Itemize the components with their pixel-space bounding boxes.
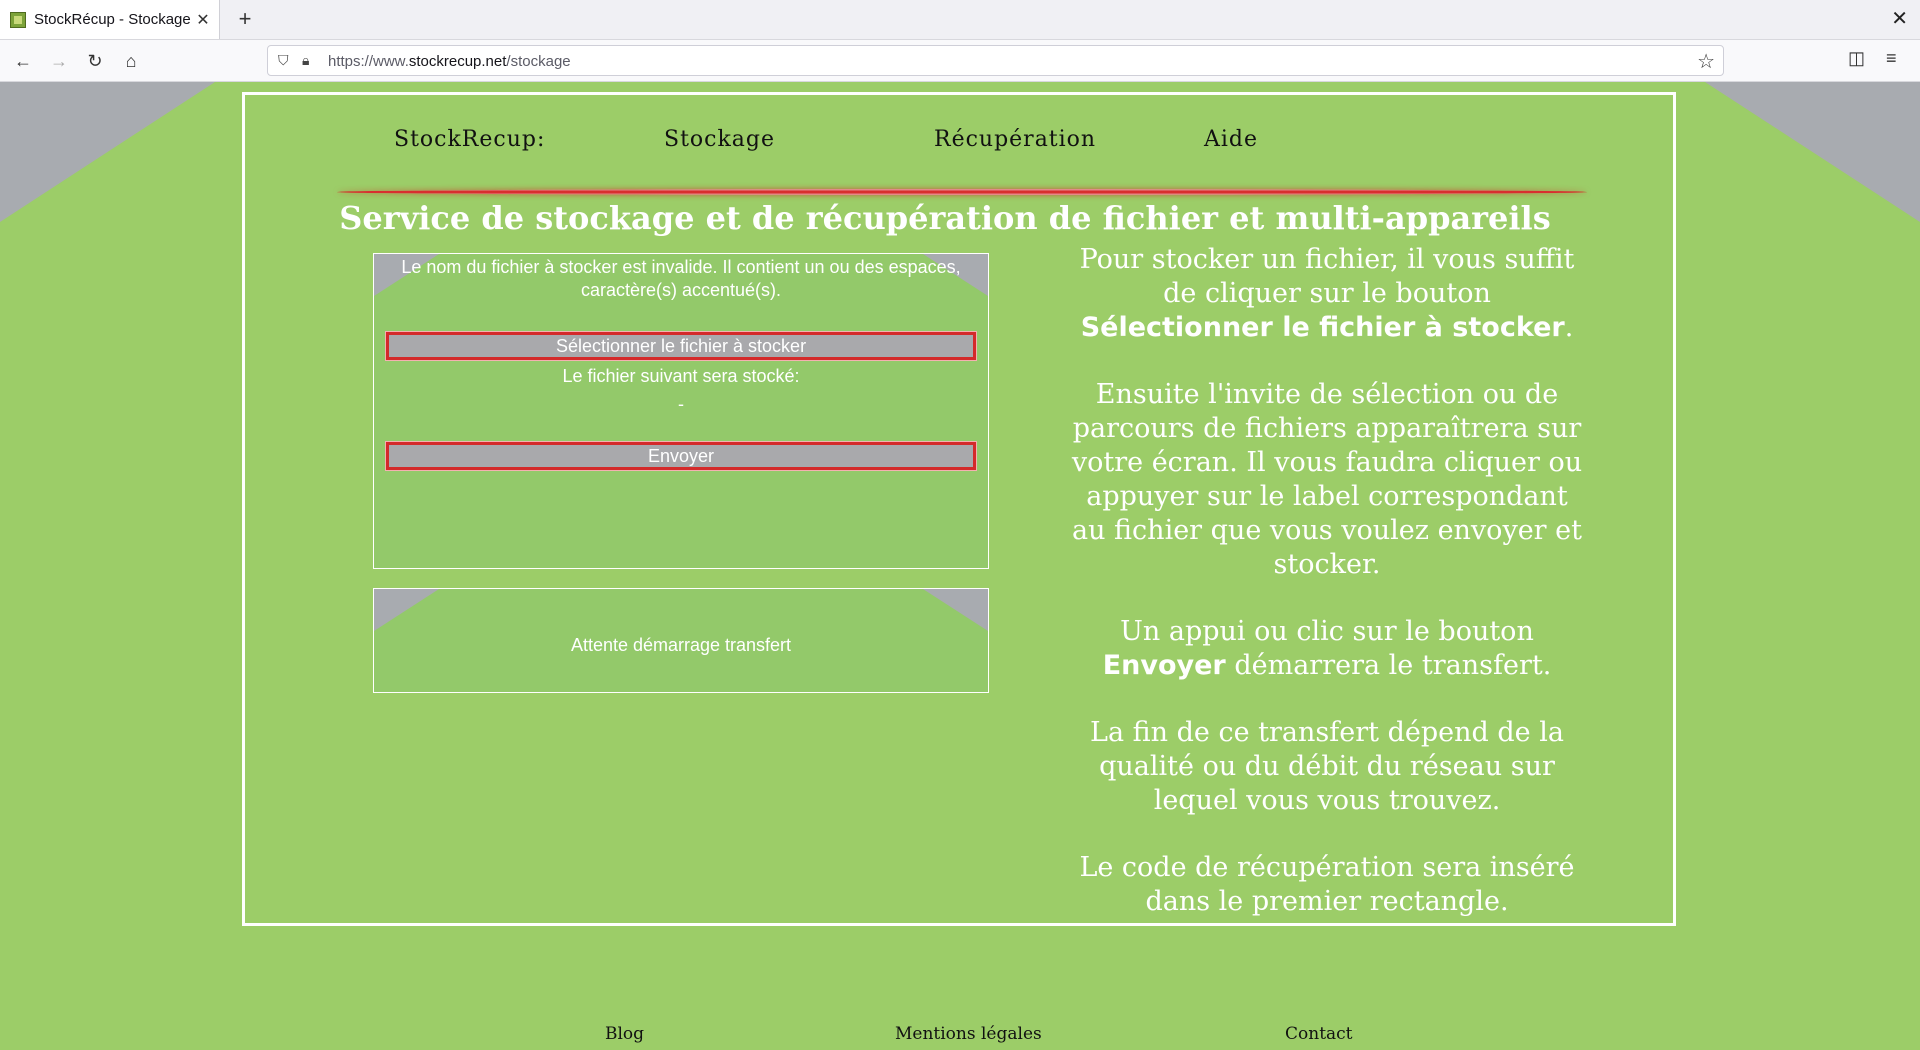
corner-decoration-left — [0, 82, 215, 222]
menu-item-stockage[interactable]: Stockage — [664, 127, 776, 152]
main-frame — [242, 92, 1676, 926]
red-divider — [337, 189, 1587, 195]
next-file-label: Le fichier suivant sera stocké: — [562, 366, 800, 386]
error-line-1: Le nom du fichier à stocker est invalide. Il contient un ou des espaces, — [401, 257, 961, 277]
transfer-status-panel — [373, 588, 989, 693]
close-window-icon[interactable]: ✕ — [1891, 8, 1908, 30]
footer-link-contact[interactable]: Contact — [1285, 1024, 1353, 1044]
new-tab-icon[interactable]: + — [238, 6, 252, 31]
lock-icon[interactable]: 🔒︎ — [302, 52, 310, 68]
select-file-button[interactable]: Sélectionner le fichier à stocker — [386, 332, 976, 360]
instruction-paragraph-5: Le code de récupération sera inséré dans le premier rectangle. — [1079, 852, 1575, 917]
instruction-paragraph-2: Ensuite l'invite de sélection ou de parcours de fichiers apparaîtrera sur votre écran. Il vous faudra cliquer ou appuyer sur le label correspondant au fichier que vous voulez envoyer et stocker. — [1071, 379, 1583, 580]
instruction-paragraph-4: La fin de ce transfert dépend de la qualité ou du débit du réseau sur lequel vous vous trouvez. — [1090, 717, 1564, 816]
back-icon[interactable]: ← — [14, 51, 32, 71]
shield-icon[interactable]: ⛉ — [278, 52, 289, 68]
footer-link-blog[interactable]: Blog — [605, 1024, 645, 1044]
tab-bar — [0, 0, 1920, 40]
footer — [0, 1024, 1920, 1050]
site-menu — [245, 127, 1673, 167]
tab-title: StockRécup - Stockage — [34, 11, 191, 28]
url-text[interactable]: https://www.stockrecup.net/stockage — [328, 53, 571, 70]
corner-decoration-right — [1705, 82, 1920, 222]
page-content — [0, 82, 1920, 1050]
page-title: Service de stockage et de récupération de fichier et multi-appareils — [339, 199, 1551, 237]
panel-corner-left — [374, 589, 439, 631]
bookmark-star-icon[interactable]: ☆ — [1697, 51, 1715, 73]
send-button[interactable]: Envoyer — [386, 442, 976, 470]
site-favicon-icon — [10, 12, 26, 28]
instructions — [1067, 243, 1587, 952]
panel-corner-right — [923, 589, 988, 631]
navigation-toolbar — [0, 40, 1920, 82]
close-tab-icon[interactable]: ✕ — [196, 11, 210, 29]
browser-tab[interactable] — [0, 0, 220, 39]
instruction-paragraph-3: Un appui ou clic sur le bouton Envoyer démarrera le transfert. — [1102, 616, 1552, 681]
pocket-icon[interactable]: ◫ — [1848, 48, 1866, 68]
menu-icon[interactable]: ≡ — [1886, 48, 1897, 68]
selected-file-name: - — [678, 394, 684, 414]
error-message — [374, 256, 988, 302]
footer-link-legal[interactable]: Mentions légales — [895, 1024, 1042, 1044]
menu-item-aide[interactable]: Aide — [1204, 127, 1259, 152]
instruction-paragraph-1: Pour stocker un fichier, il vous suffit de cliquer sur le bouton Sélectionner le fichier à stocker. — [1079, 244, 1575, 343]
address-bar[interactable] — [267, 45, 1724, 76]
forward-icon[interactable]: → — [50, 51, 68, 71]
transfer-status: Attente démarrage transfert — [570, 635, 792, 655]
home-icon[interactable]: ⌂ — [125, 51, 137, 71]
error-line-2: caractère(s) accentué(s). — [580, 280, 782, 300]
menu-item-recuperation[interactable]: Récupération — [934, 127, 1097, 152]
brand-link[interactable]: StockRecup: — [394, 127, 546, 152]
upload-panel — [373, 253, 989, 569]
reload-icon[interactable]: ↻ — [87, 51, 103, 71]
